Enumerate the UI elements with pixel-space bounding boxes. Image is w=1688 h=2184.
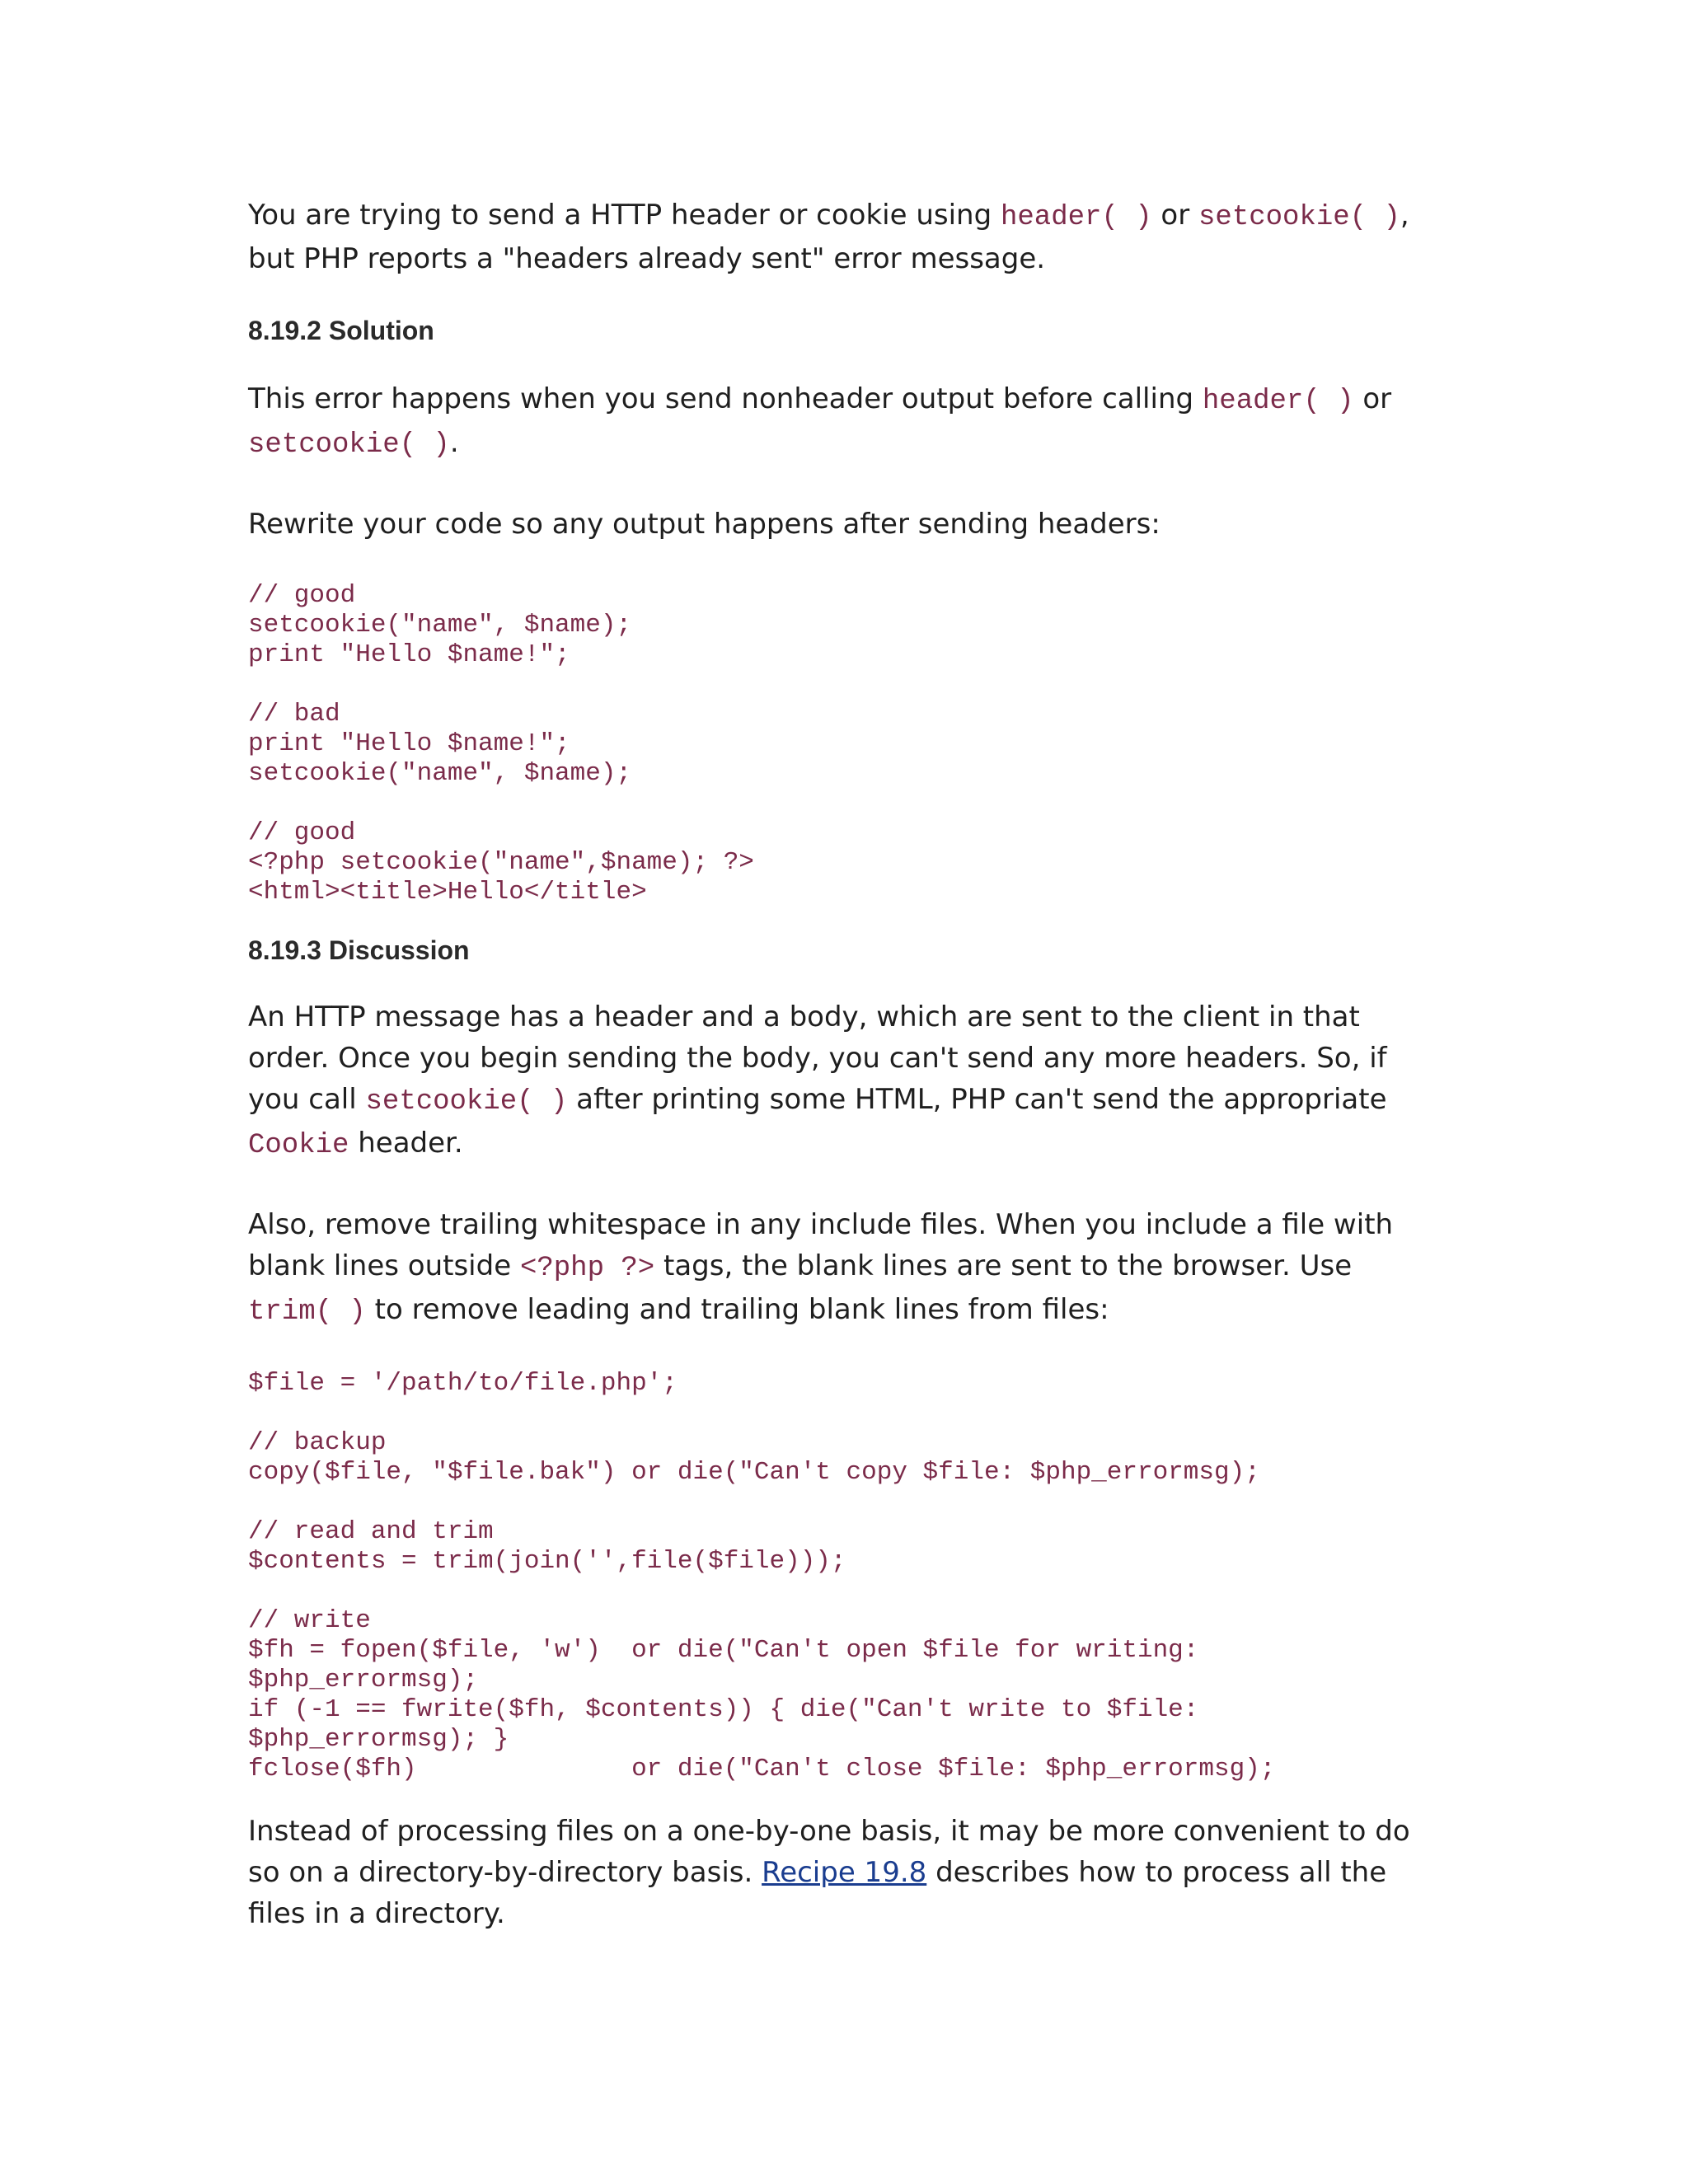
inline-code: setcookie( )	[1198, 202, 1400, 233]
inline-code: trim( )	[248, 1296, 366, 1328]
problem-paragraph	[248, 194, 1443, 279]
solution-heading: 8.19.2 Solution	[248, 316, 434, 345]
code-block-2: $file = '/path/to/file.php'; // backup copy($file, "$file.bak") or die("Can't copy $file: $php_errormsg); // read and trim $contents = trim(join('',file($file))); // write $fh = fopen($file, 'w') or die("Can't open $file for writing: $php_errormsg); if (-1 == fwrite($fh, $contents)) { die("Can't write to $file: $php_errormsg); } fclose($fh) or die("Can't close $file: $php_errormsg);	[248, 1369, 1276, 1783]
text-run: or	[1151, 199, 1199, 232]
text-run: An HTTP message has a header and a body, which are sent to the client in that order. Once you begin sending the body, you can't send any more headers. So, if you call	[248, 1001, 1387, 1116]
inline-code: header( )	[1202, 386, 1354, 417]
solution-paragraph-2: Rewrite your code so any output happens after sending headers:	[248, 508, 1160, 541]
text-run: Also, remove trailing whitespace in any include files. When you include a file with blank lines outside	[248, 1208, 1394, 1282]
inline-code: setcookie( )	[248, 429, 450, 461]
discussion-paragraph-1	[248, 996, 1443, 1166]
text-run: , but PHP reports a "headers already sent" error message.	[248, 199, 1409, 275]
text-run: .	[449, 426, 459, 459]
discussion-heading: 8.19.3 Discussion	[248, 935, 470, 965]
solution-paragraph-1	[248, 378, 1443, 466]
recipe-link[interactable]: Recipe 19.8	[762, 1856, 927, 1889]
inline-code: header( )	[1000, 202, 1152, 233]
code-block-1: // good setcookie("name", $name); print "Hello $name!"; // bad print "Hello $name!"; setcookie("name", $name); // good <?php setcookie("name",$name); ?> <html><title>Hello</title>	[248, 581, 754, 907]
inline-code: <?php ?>	[519, 1253, 655, 1284]
text-run: You are trying to send a HTTP header or cookie using	[248, 199, 1001, 232]
discussion-paragraph-2	[248, 1204, 1443, 1333]
inline-code: setcookie( )	[365, 1086, 568, 1118]
text-run: tags, the blank lines are sent to the browser. Use	[654, 1249, 1353, 1282]
text-run: Instead of processing files on a one-by-one basis, it may be more convenient to do so on a directory-by-directory basis.	[248, 1815, 1410, 1889]
document-body	[248, 194, 1443, 1934]
text-run: header.	[349, 1127, 463, 1160]
inline-code: Cookie	[248, 1130, 349, 1161]
text-run: This error happens when you send nonheader output before calling	[248, 382, 1203, 415]
text-run: or	[1353, 382, 1392, 415]
text-run: describes how to process all the files in a directory.	[248, 1856, 1387, 1930]
text-run: to remove leading and trailing blank lines from files:	[365, 1293, 1109, 1326]
text-run: after printing some HTML, PHP can't send the appropriate	[567, 1083, 1387, 1116]
discussion-paragraph-3	[248, 1811, 1443, 1934]
